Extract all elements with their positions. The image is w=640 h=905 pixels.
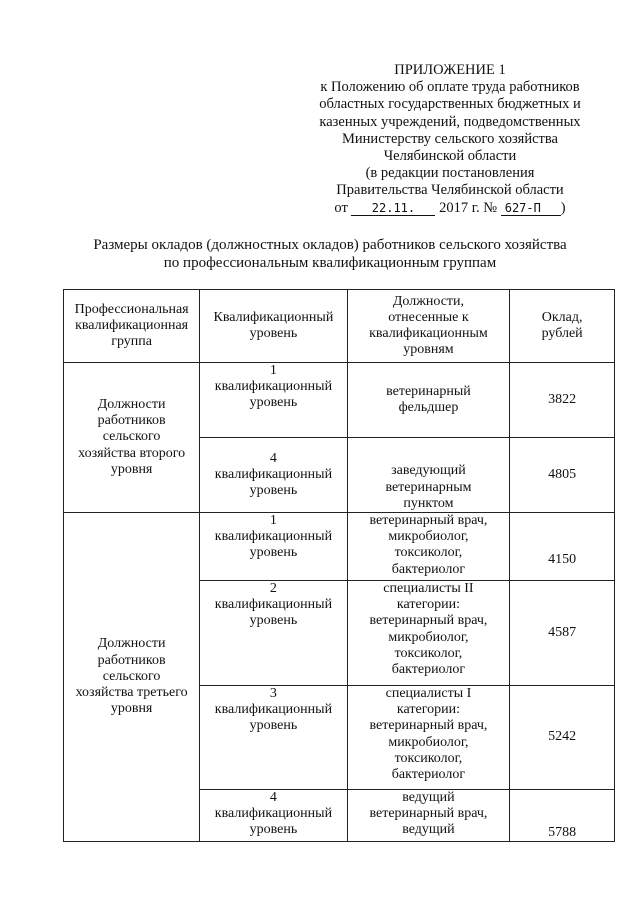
year-number-text: 2017 г. № — [439, 199, 498, 216]
salary-cell: 5242 — [510, 686, 615, 790]
level-cell: 4 квалификационный уровень — [200, 790, 347, 842]
resolution-date-line — [300, 200, 600, 217]
header-group: Профессиональная квалификационная группа — [64, 290, 200, 363]
title-line: Размеры окладов (должностных окладов) работников сельского хозяйства — [93, 237, 567, 253]
level-cell: 2 квалификационный уровень — [200, 581, 347, 686]
header-line: казенных учреждений, подведомственных — [319, 113, 581, 130]
header-line: Челябинской области — [383, 148, 517, 165]
table-header-row — [64, 290, 615, 363]
salary-cell: 3822 — [510, 363, 615, 438]
header-salary: Оклад, рублей — [510, 290, 615, 363]
salary-cell: 5788 — [510, 790, 615, 842]
group-cell: Должности работников сельского хозяйства второго уровня — [64, 363, 200, 513]
salary-table — [63, 289, 615, 842]
header-positions: Должности, отнесенные к квалификационным уровням — [347, 290, 510, 363]
level-cell: 4 квалификационный уровень — [200, 438, 347, 513]
positions-cell: ветеринарный врач, микробиолог, токсиколог, бактериолог — [347, 513, 510, 581]
header-line: Министерству сельского хозяйства — [342, 130, 558, 147]
salary-cell: 4805 — [510, 438, 615, 513]
header-line: Правительства Челябинской области — [336, 182, 564, 199]
positions-cell: специалисты I категории: ветеринарный врач, микробиолог, токсиколог, бактериолог — [347, 686, 510, 790]
header-line: областных государственных бюджетных и — [319, 96, 581, 113]
salary-cell: 4150 — [510, 513, 615, 581]
header-line: (в редакции постановления — [365, 165, 535, 182]
table-row — [64, 513, 615, 581]
closing-paren: ) — [560, 199, 566, 216]
level-cell: 3 квалификационный уровень — [200, 686, 347, 790]
salary-cell: 4587 — [510, 581, 615, 686]
appendix-header — [300, 62, 600, 217]
positions-cell: заведующий ветеринарным пунктом — [347, 438, 510, 513]
level-cell: 1 квалификационный уровень — [200, 513, 347, 581]
positions-cell: ведущий ветеринарный врач, ведущий — [347, 790, 510, 842]
level-cell: 1 квалификационный уровень — [200, 363, 347, 438]
positions-cell: ветеринарный фельдшер — [347, 363, 510, 438]
title-line: по профессиональным квалификационным группам — [163, 255, 497, 271]
resolution-number-field: 627-П — [501, 201, 561, 216]
document-title — [60, 236, 600, 272]
from-prefix: от — [334, 199, 348, 216]
group-cell: Должности работников сельского хозяйства третьего уровня — [64, 513, 200, 842]
table-row — [64, 363, 615, 438]
positions-cell: специалисты II категории: ветеринарный врач, микробиолог, токсиколог, бактериолог — [347, 581, 510, 686]
header-level: Квалификационный уровень — [200, 290, 347, 363]
appendix-number: ПРИЛОЖЕНИЕ 1 — [394, 62, 506, 78]
header-line: к Положению об оплате труда работников — [320, 79, 580, 96]
resolution-date-field: 22.11. — [351, 201, 435, 216]
